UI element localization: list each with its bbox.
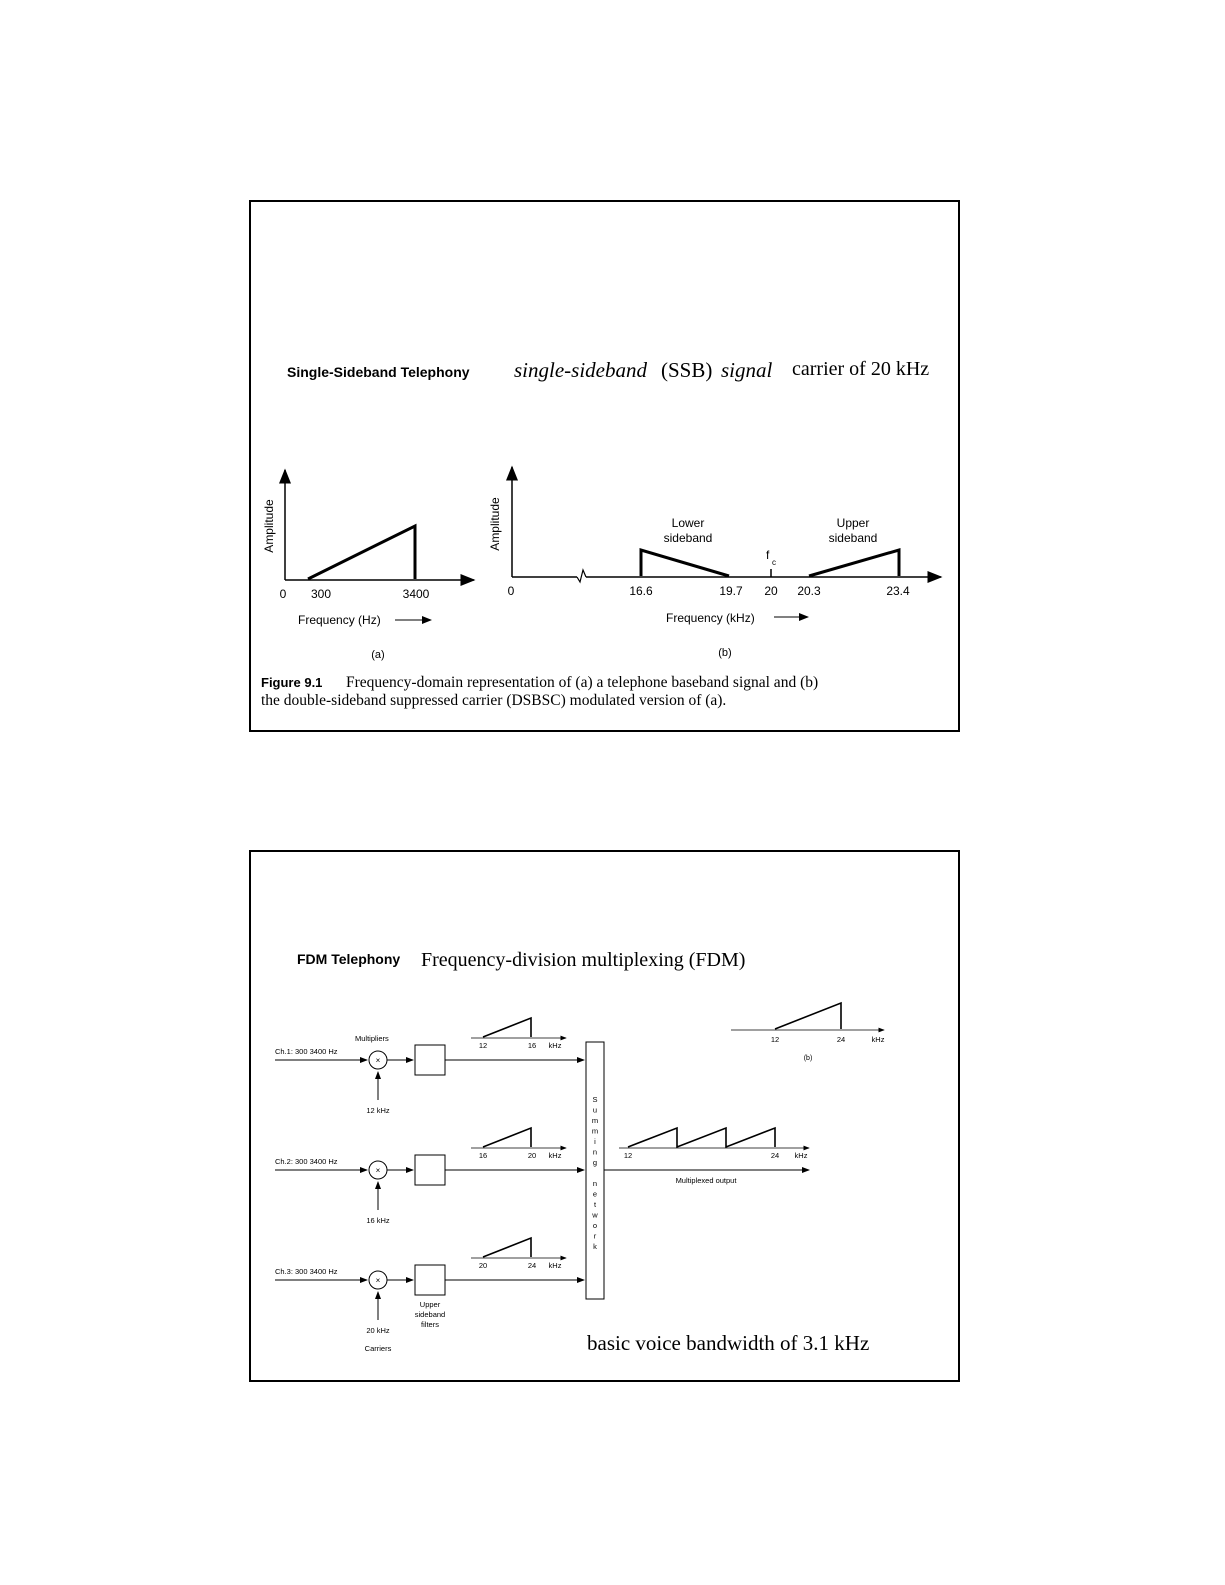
summing-letter: t xyxy=(593,1200,597,1209)
fig-b-tick-16-6: 16.6 xyxy=(629,584,653,598)
spectrum-2-tick-a: 16 xyxy=(478,1151,488,1160)
ssb-subtitle-ssb: (SSB) xyxy=(661,358,713,382)
summing-letter: n xyxy=(592,1179,598,1188)
spectrum-2-tick-b: 20 xyxy=(527,1151,537,1160)
fig-b-lower-label-1: Lower xyxy=(671,516,705,530)
fdm-subtitle: Frequency-division multiplexing (FDM) xyxy=(421,949,746,971)
top-right-unit: kHz xyxy=(871,1035,885,1044)
multiplier-2-symbol: × xyxy=(375,1166,381,1175)
fig-b-axis-break xyxy=(577,570,586,582)
spectrum-1 xyxy=(483,1018,531,1037)
summing-letter: w xyxy=(592,1210,598,1220)
carrier-2-label: 16 kHz xyxy=(366,1216,390,1225)
summing-letter: u xyxy=(592,1105,598,1115)
spectrum-2-unit: kHz xyxy=(548,1151,562,1160)
ch1-label: Ch.1: 300 3400 Hz xyxy=(275,1047,338,1056)
summing-letter: o xyxy=(592,1221,598,1230)
carriers-label: Carriers xyxy=(364,1344,392,1353)
multiplexed-output-label: Multiplexed output xyxy=(675,1176,737,1185)
summing-letter: m xyxy=(591,1126,599,1136)
top-right-tick-12: 12 xyxy=(770,1035,780,1044)
top-right-tick-24: 24 xyxy=(836,1035,846,1044)
fig-a-caption: (a) xyxy=(371,649,385,661)
spectrum-1-tick-b: 16 xyxy=(527,1041,537,1050)
filter-2 xyxy=(415,1155,445,1185)
filters-label-2: sideband xyxy=(414,1310,446,1319)
fig-b-tick-0: 0 xyxy=(507,584,515,598)
filter-1 xyxy=(415,1045,445,1075)
ssb-heading: Single-Sideband Telephony xyxy=(287,364,470,380)
mux-unit: kHz xyxy=(794,1151,808,1160)
ssb-subtitle-italic: single-sideband xyxy=(514,358,647,382)
fig-b-xlabel: Frequency (kHz) xyxy=(666,611,755,625)
slide-fdm-canvas xyxy=(251,852,962,1384)
summing-letter: k xyxy=(593,1242,597,1251)
summing-letter: S xyxy=(592,1095,598,1104)
top-right-spectrum xyxy=(775,1003,841,1029)
carrier-3-label: 20 kHz xyxy=(366,1326,390,1335)
mux-tick-24: 24 xyxy=(770,1151,780,1160)
multipliers-label: Multipliers xyxy=(355,1034,389,1043)
filters-label-1: Upper xyxy=(419,1300,441,1309)
fig-b-ylabel: Amplitude xyxy=(488,497,502,551)
spectrum-3 xyxy=(483,1238,531,1257)
spectrum-3-tick-a: 20 xyxy=(478,1261,488,1270)
fig-b-fc-label: f xyxy=(766,548,770,562)
spectrum-1-unit: kHz xyxy=(548,1041,562,1050)
spectrum-2 xyxy=(483,1128,531,1147)
multiplier-1-symbol: × xyxy=(375,1056,381,1065)
ssb-subtitle-signal: signal xyxy=(721,358,773,382)
fig-b-tick-20: 20 xyxy=(764,584,778,598)
ch3-label: Ch.3: 300 3400 Hz xyxy=(275,1267,338,1276)
fig-b-upper-label-2: sideband xyxy=(828,531,878,545)
filter-3 xyxy=(415,1265,445,1295)
fdm-heading: FDM Telephony xyxy=(297,951,401,967)
spectrum-3-unit-tick: 24 xyxy=(527,1261,537,1270)
slide-ssb-canvas xyxy=(251,202,962,734)
fig-a-tick-3400: 3400 xyxy=(402,587,430,601)
top-right-caption: (b) xyxy=(803,1055,813,1062)
spectrum-3-unit: kHz xyxy=(548,1261,562,1270)
summing-letter: n xyxy=(592,1147,598,1157)
fig-a-baseband-spectrum xyxy=(308,526,415,579)
mux-tick-12: 12 xyxy=(623,1151,633,1160)
channel-1-path xyxy=(275,1018,584,1115)
ssb-subtitle-carrier: carrier of 20 kHz xyxy=(792,358,930,380)
fig-a-tick-300: 300 xyxy=(310,587,332,601)
slide-ssb xyxy=(249,200,960,732)
fdm-footer: basic voice bandwidth of 3.1 kHz xyxy=(587,1331,870,1355)
fig-b-upper-sideband xyxy=(809,550,899,576)
channel-3-path xyxy=(275,1238,584,1353)
summing-letter: e xyxy=(592,1189,598,1199)
figure-b xyxy=(488,467,941,659)
multiplier-3-symbol: × xyxy=(375,1276,381,1285)
spectrum-1-tick-a: 12 xyxy=(478,1041,488,1050)
figure-caption-line2: the double-sideband suppressed carrier (DSBSC) modulated version of (a). xyxy=(261,692,727,709)
fig-b-tick-20-3: 20.3 xyxy=(797,584,821,598)
summing-letter: i xyxy=(594,1137,596,1146)
fig-b-tick-19-7: 19.7 xyxy=(719,584,743,598)
fig-b-lower-sideband xyxy=(641,550,729,576)
fig-b-lower-label-2: sideband xyxy=(663,531,713,545)
figure-label: Figure 9.1 xyxy=(261,675,323,690)
carrier-1-label: 12 kHz xyxy=(366,1106,390,1115)
summing-letter: m xyxy=(591,1116,599,1125)
fig-b-caption: (b) xyxy=(718,647,732,659)
fig-b-upper-label-1: Upper xyxy=(836,516,870,530)
multiplexed-spectrum xyxy=(628,1128,775,1147)
channel-2-path xyxy=(275,1128,584,1225)
fig-a-tick-0: 0 xyxy=(279,587,287,601)
fig-a-xlabel: Frequency (Hz) xyxy=(298,613,381,627)
fig-a-ylabel: Amplitude xyxy=(262,499,276,553)
summing-letter: r xyxy=(593,1231,597,1241)
filters-label-3: filters xyxy=(421,1320,439,1329)
slide-fdm xyxy=(249,850,960,1382)
fig-b-tick-23-4: 23.4 xyxy=(886,584,910,598)
figure-caption-line1: Frequency-domain representation of (a) a telephone baseband signal and (b) xyxy=(346,674,819,691)
figure-a xyxy=(262,470,474,661)
summing-network xyxy=(586,1042,604,1299)
fig-b-fc-subscript: c xyxy=(772,558,776,567)
summing-letter: g xyxy=(592,1158,598,1167)
ch2-label: Ch.2: 300 3400 Hz xyxy=(275,1157,338,1166)
